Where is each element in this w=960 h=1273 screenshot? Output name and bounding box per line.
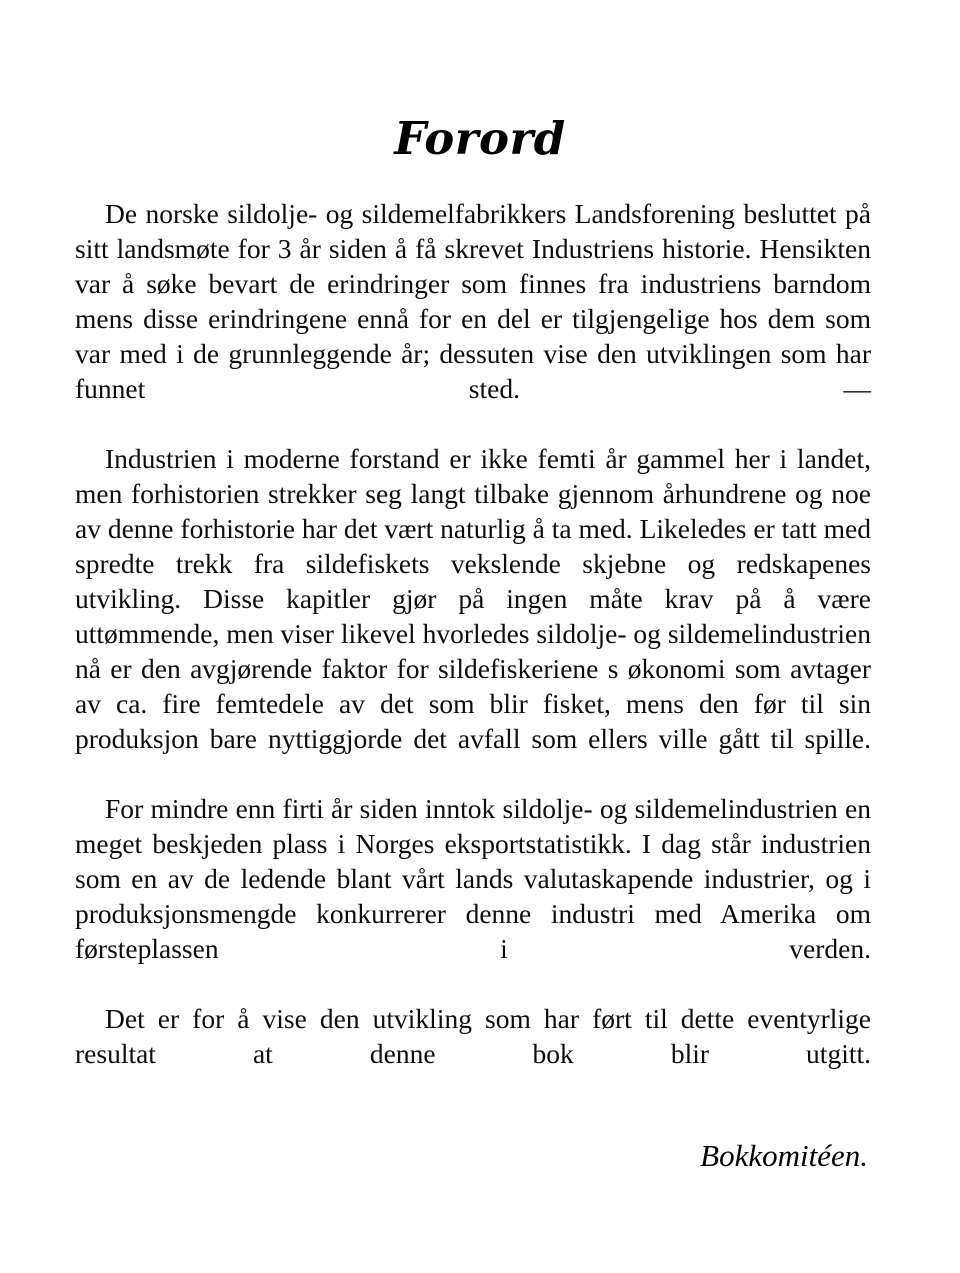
- paragraph-2: Industrien i moderne forstand er ikke femti år gammel her i landet, men forhistorien strekker seg langt tilbake gjennom århundrene og noe av denne forhistorie har det vært naturlig å ta med. Likeledes er tatt med spredte trekk fra sildefiskets vekslende skjebne og redskapenes utvikling. Disse kapitler gjør på ingen måte krav på å være uttømmende, men viser likevel hvorledes sildolje- og sildemelindustrien nå er den avgjørende faktor for sildefiskeriene s økonomi som avtager av ca. fire femtedele av det som blir fisket, mens den før til sin produksjon bare nyttiggjorde det avfall som ellers ville gått til spille.: [75, 443, 871, 754]
- body-text-block: [75, 196, 871, 1106]
- paragraph-1: De norske sildolje- og sildemelfabrikkers Landsforening besluttet på sitt landsmøte for 3 år siden å få skrevet Industriens historie. Hensikten var å søke bevart de erindringer som finnes fra industriens barndom mens disse erindringene ennå for en del er tilgjengelige hos dem som var med i de grunnleggende år; dessuten vise den utviklingen som har funnet sted. —: [75, 198, 871, 404]
- signature-line: Bokkomitéen.: [700, 1138, 868, 1173]
- paragraph-4: Det er for å vise den utvikling som har ført til dette eventyrlige resultat at denne bok blir utgitt.: [75, 1003, 871, 1069]
- paragraph-3: For mindre enn firti år siden inntok sildolje- og sildemelindustrien en meget beskjeden plass i Norges eksportstatistikk. I dag står industrien som en av de ledende blant vårt lands valutaskapende industrier, og i produksjonsmengde konkurrerer denne industri med Amerika om førsteplassen i verden.: [75, 793, 871, 964]
- page-title: Forord: [394, 112, 566, 166]
